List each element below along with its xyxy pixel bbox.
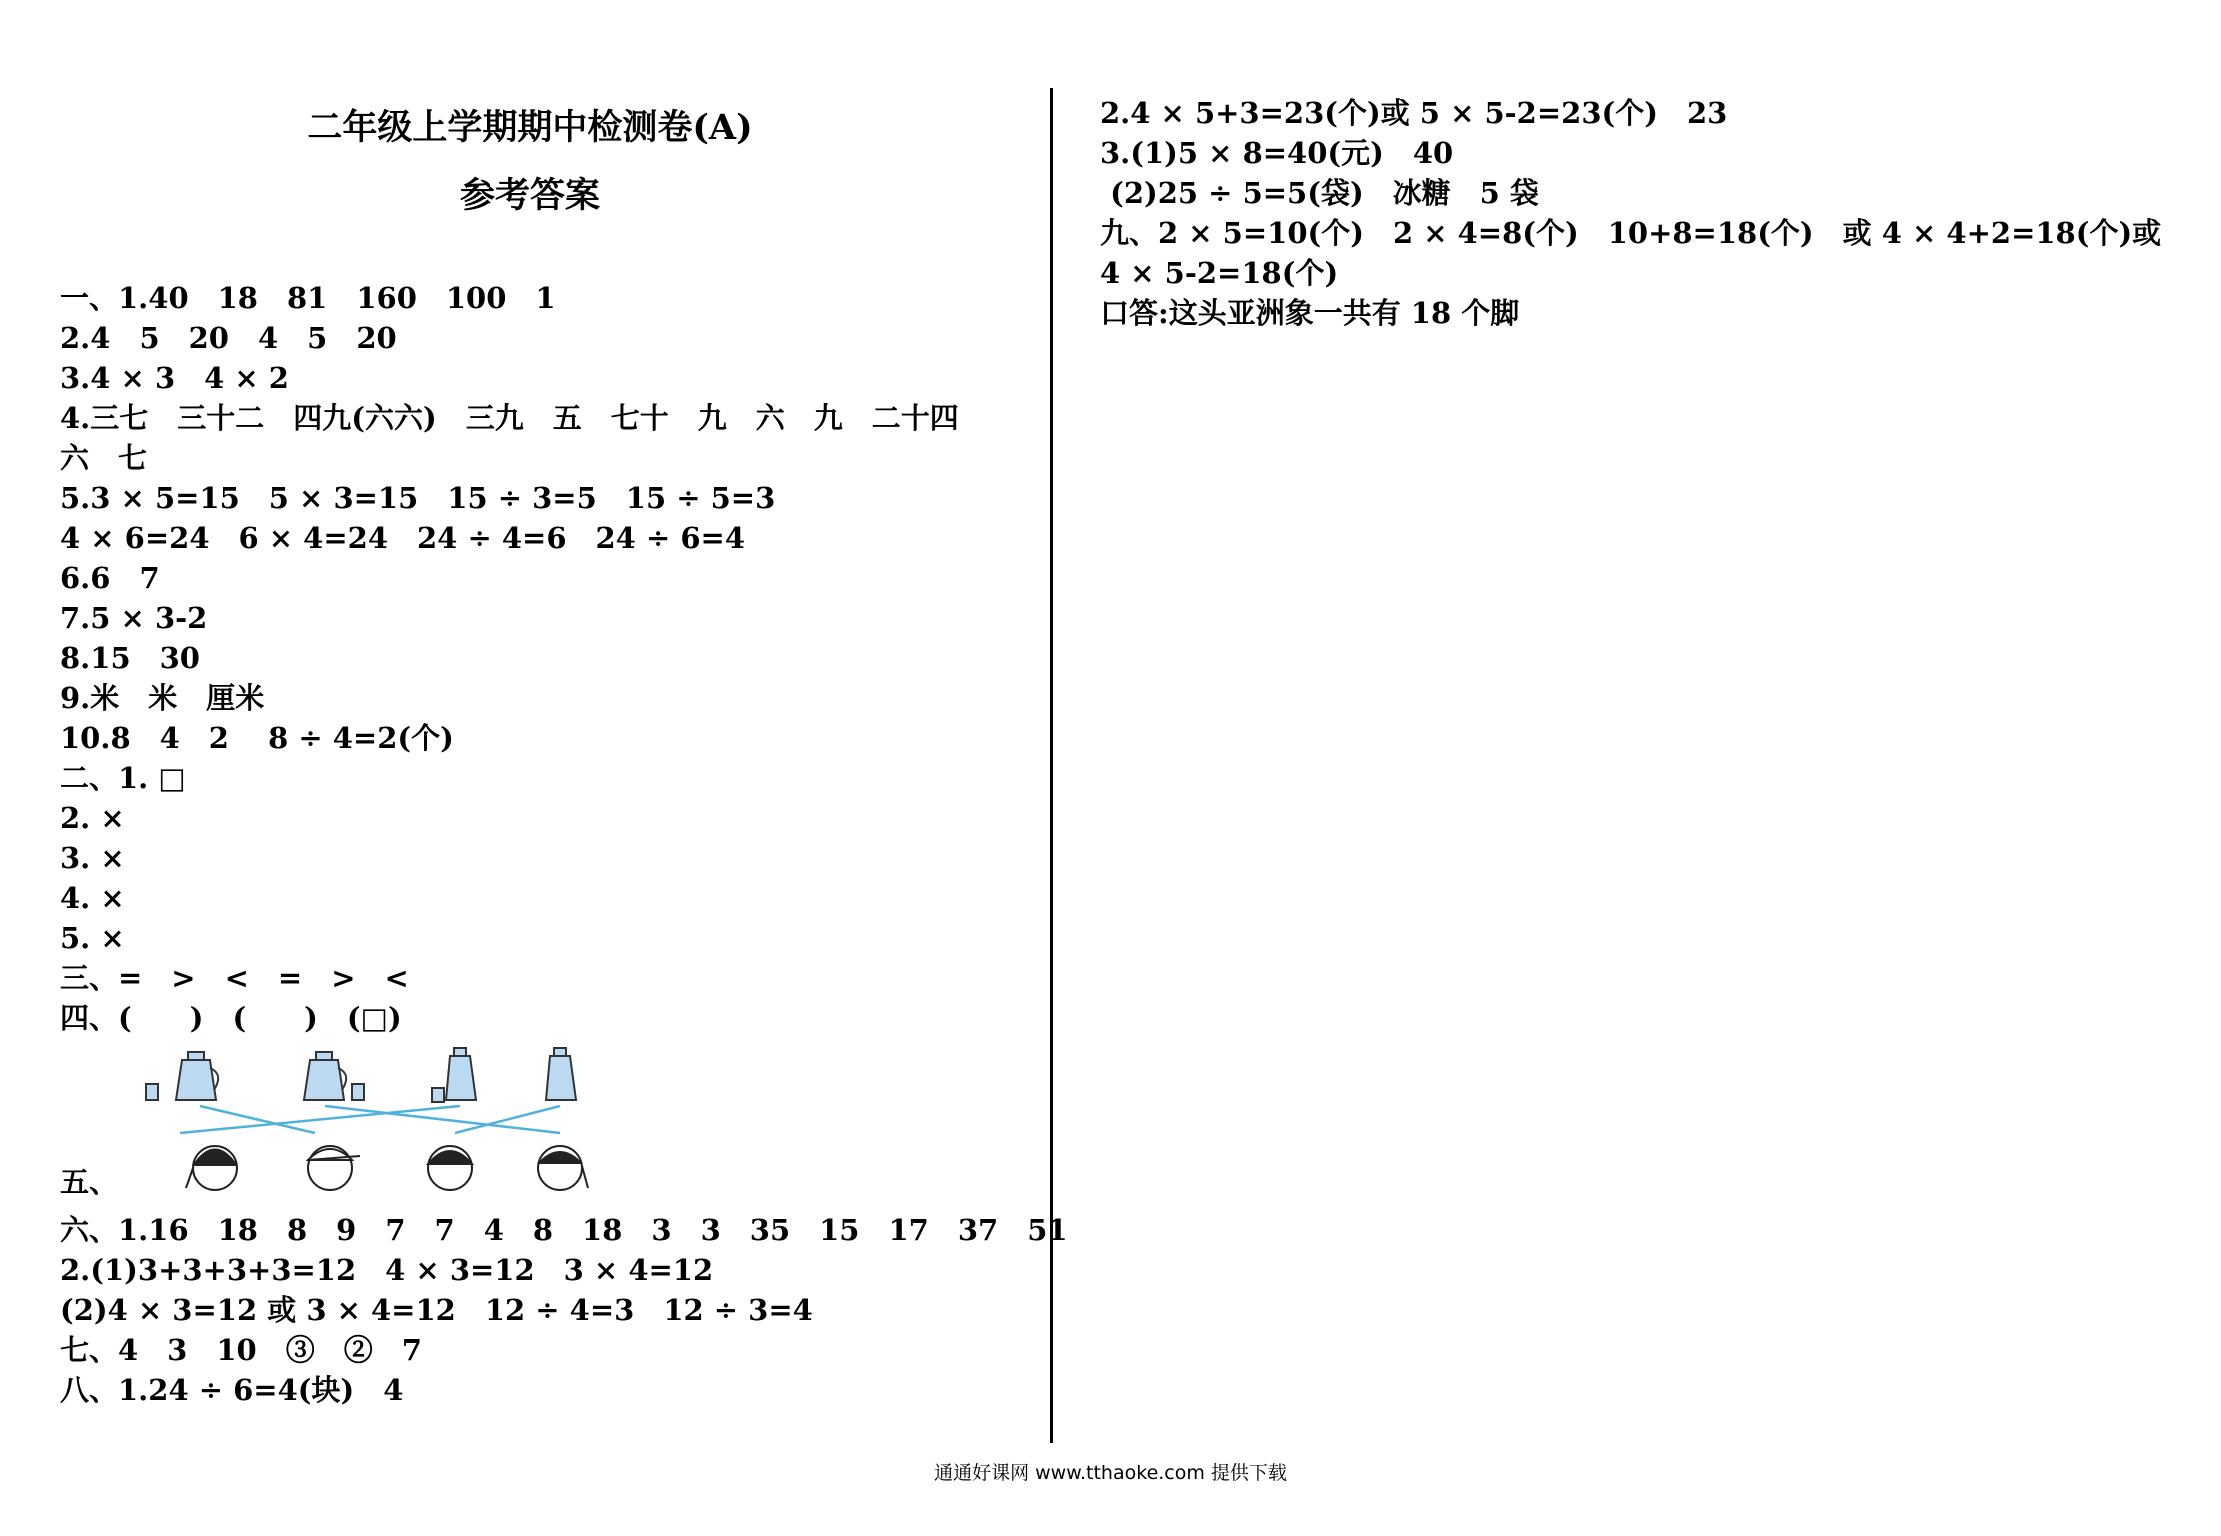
answer-line: 4.三七 三十二 四九(六六) 三九 五 七十 九 六 九 二十四 xyxy=(60,401,959,435)
answer-line: 七、4 3 10 ③ ② 7 xyxy=(60,1333,422,1367)
answer-line: 口答:这头亚洲象一共有 18 个脚 xyxy=(1100,296,1520,330)
answer-line: 2.(1)3+3+3+3=12 4 × 3=12 3 × 4=12 xyxy=(60,1253,714,1287)
answer-line: 8.15 30 xyxy=(60,641,200,675)
answer-line: 九、2 × 5=10(个) 2 × 4=8(个) 10+8=18(个) 或 4 × 4+2=18(个)或 xyxy=(1100,216,2162,250)
answer-line: 4 × 6=24 6 × 4=24 24 ÷ 4=6 24 ÷ 6=4 xyxy=(60,521,746,555)
child-boy-icon xyxy=(428,1146,472,1190)
answer-line: 3. × xyxy=(60,841,125,875)
kettle-matching-figure xyxy=(60,1038,1060,1198)
answer-line: 一、1.40 18 81 160 100 1 xyxy=(60,281,556,315)
child-girl-icon xyxy=(186,1146,237,1190)
answer-line: 5.3 × 5=15 5 × 3=15 15 ÷ 3=5 15 ÷ 5=3 xyxy=(60,481,776,515)
kettle-children-illustration xyxy=(120,1038,640,1198)
right-answer-column xyxy=(1100,93,2180,333)
kettle-icon xyxy=(146,1052,218,1100)
child-boy-cap-icon xyxy=(308,1146,360,1190)
footer-credit: 通通好课网 www.tthaoke.com 提供下载 xyxy=(934,1462,1287,1484)
answer-line: 2.4 5 20 4 5 20 xyxy=(60,321,397,355)
answer-line: 六、1.16 18 8 9 7 7 4 8 18 3 3 35 15 17 37 51 xyxy=(60,1213,1068,1247)
answer-line: 4. × xyxy=(60,881,125,915)
answer-line: 2. × xyxy=(60,801,125,835)
answer-line: 六 七 xyxy=(60,441,148,475)
answer-line: (2)25 ÷ 5=5(袋) 冰糖 5 袋 xyxy=(1100,176,1539,210)
kettle-icon xyxy=(432,1048,476,1102)
page-subtitle: 参考答案 xyxy=(459,175,600,216)
answer-line: (2)4 × 3=12 或 3 × 4=12 12 ÷ 4=3 12 ÷ 3=4 xyxy=(60,1293,813,1327)
answer-line: 三、= > < = > < xyxy=(60,961,409,995)
left-answer-column xyxy=(60,278,1068,1410)
page-title: 二年级上学期期中检测卷(A) xyxy=(307,107,753,148)
answer-line: 3.(1)5 × 8=40(元) 40 xyxy=(1100,136,1454,170)
answer-line: 5. × xyxy=(60,921,125,955)
answer-line: 10.8 4 2 8 ÷ 4=2(个) xyxy=(60,721,454,755)
child-girl-braid-icon xyxy=(538,1146,588,1190)
answer-line: 2.4 × 5+3=23(个)或 5 × 5-2=23(个) 23 xyxy=(1100,96,1728,130)
kettle-icon xyxy=(304,1052,364,1100)
section-five-label: 五、 xyxy=(60,1165,119,1199)
answer-line: 八、1.24 ÷ 6=4(块) 4 xyxy=(60,1373,404,1407)
answer-line: 四、( ) ( ) (□) xyxy=(60,1001,402,1035)
matching-lines xyxy=(180,1106,560,1133)
answer-line: 7.5 × 3-2 xyxy=(60,601,208,635)
kettle-icon xyxy=(546,1048,576,1100)
answer-line: 9.米 米 厘米 xyxy=(60,681,265,715)
answer-line: 6.6 7 xyxy=(60,561,160,595)
answer-line: 4 × 5-2=18(个) xyxy=(1100,256,1339,290)
answer-line: 3.4 × 3 4 × 2 xyxy=(60,361,289,395)
answer-line: 二、1. □ xyxy=(60,761,186,795)
